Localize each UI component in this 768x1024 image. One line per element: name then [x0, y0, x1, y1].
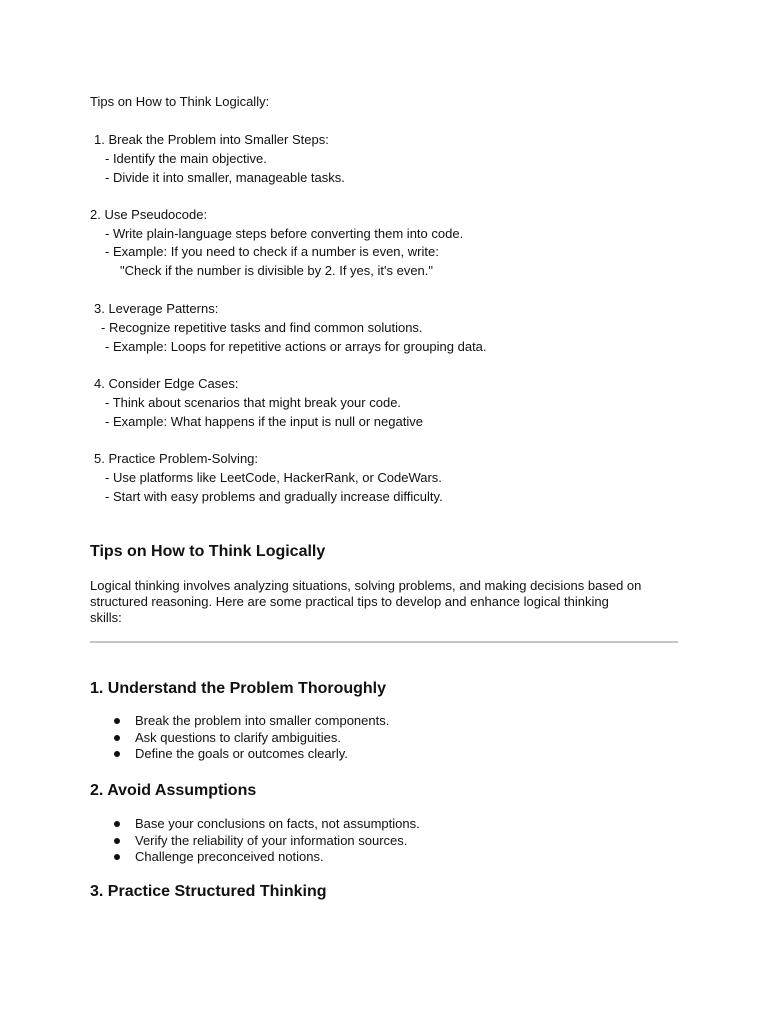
- list-item: Base your conclusions on facts, not assumptions.: [90, 816, 420, 833]
- bullet-list: [90, 816, 420, 866]
- list-item: Challenge preconceived notions.: [90, 849, 420, 866]
- bullet-icon: [114, 854, 120, 860]
- plain-line: - Example: Loops for repetitive actions or arrays for grouping data.: [105, 339, 487, 354]
- intro-line: Logical thinking involves analyzing situations, solving problems, and making decisions based on: [90, 578, 642, 593]
- plain-line: - Example: If you need to check if a number is even, write:: [105, 244, 439, 259]
- intro-paragraph: [90, 578, 690, 626]
- intro-line: structured reasoning. Here are some practical tips to develop and enhance logical thinking: [90, 594, 609, 609]
- list-item: Verify the reliability of your information sources.: [90, 833, 420, 850]
- bullet-icon: [114, 838, 120, 844]
- plain-step-5: 5. Practice Problem-Solving:: [94, 451, 259, 466]
- bullet-icon: [114, 735, 120, 741]
- plain-step-3: 3. Leverage Patterns:: [94, 301, 219, 316]
- intro-line: skills:: [90, 610, 122, 625]
- plain-step-1: 1. Break the Problem into Smaller Steps:: [94, 132, 329, 147]
- plain-line: - Start with easy problems and gradually increase difficulty.: [105, 489, 443, 504]
- list-item: Ask questions to clarify ambiguities.: [90, 730, 389, 747]
- plain-line: - Write plain-language steps before converting them into code.: [105, 226, 464, 241]
- list-item: Break the problem into smaller components.: [90, 713, 389, 730]
- bullet-icon: [114, 821, 120, 827]
- plain-line: - Think about scenarios that might break your code.: [105, 395, 402, 410]
- plain-line: - Use platforms like LeetCode, HackerRank, or CodeWars.: [105, 470, 442, 485]
- plain-line: - Recognize repetitive tasks and find common solutions.: [101, 320, 423, 335]
- subsection-heading: 1. Understand the Problem Thoroughly: [90, 680, 387, 697]
- subsection-heading: 2. Avoid Assumptions: [90, 782, 257, 799]
- plain-step-2: 2. Use Pseudocode:: [90, 207, 208, 222]
- bullet-list: [90, 713, 389, 763]
- plain-line: - Example: What happens if the input is null or negative: [105, 414, 423, 429]
- plain-title: Tips on How to Think Logically:: [90, 94, 270, 109]
- list-item: Define the goals or outcomes clearly.: [90, 746, 389, 763]
- plain-line: "Check if the number is divisible by 2. If yes, it's even.": [120, 263, 434, 278]
- plain-line: - Identify the main objective.: [105, 151, 267, 166]
- horizontal-divider: [90, 641, 678, 643]
- section-heading: Tips on How to Think Logically: [90, 543, 326, 560]
- subsection-heading: 3. Practice Structured Thinking: [90, 883, 327, 900]
- plain-line: - Divide it into smaller, manageable tasks.: [105, 170, 345, 185]
- bullet-icon: [114, 718, 120, 724]
- plain-step-4: 4. Consider Edge Cases:: [94, 376, 239, 391]
- bullet-icon: [114, 751, 120, 757]
